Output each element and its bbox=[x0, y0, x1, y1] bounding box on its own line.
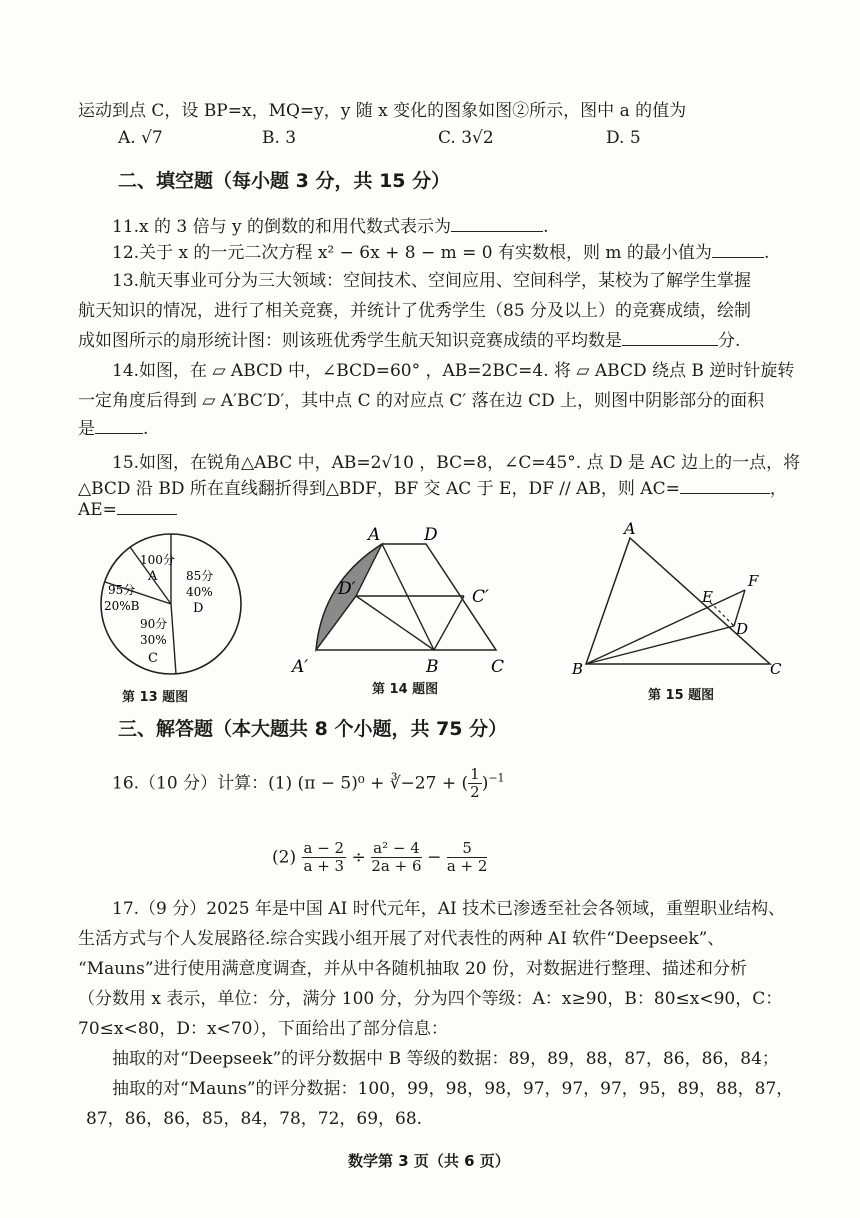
q10-option-c: C. 3√2 bbox=[438, 128, 494, 148]
label-a: A bbox=[624, 519, 636, 538]
segment-b-d bbox=[586, 626, 734, 664]
q13-line3: 成如图所示的扇形统计图：则该班优秀学生航天知识竞赛成绩的平均数是 分. bbox=[78, 331, 741, 351]
q10-option-a: A. √7 bbox=[118, 128, 163, 148]
segment-b-a bbox=[382, 544, 434, 650]
pie-b-score: 95分 bbox=[108, 583, 136, 597]
q17-line1: 17.（9 分）2025 年是中国 AI 时代元年，AI 技术已渗透至社会各领域，重塑职业结构、 bbox=[112, 899, 786, 919]
q13-line2: 航天知识的情况，进行了相关竞赛，并统计了优秀学生（85 分及以上）的竞赛成绩，绘制 bbox=[78, 301, 752, 321]
q14-line2: 一定角度后得到 ▱ A′BC′D′，其中点 C 的对应点 C′ 落在边 CD 上，则图中阴影部分的面积 bbox=[78, 391, 765, 411]
segment-b-f bbox=[586, 590, 745, 664]
triangle-abc bbox=[586, 538, 770, 664]
pie-c-score: 90分 bbox=[140, 617, 168, 631]
label-d: D bbox=[424, 525, 438, 545]
label-c: C bbox=[770, 660, 782, 678]
q10-text: 运动到点 C，设 BP=x，MQ=y，y 随 x 变化的图象如图②所示，图中 a 的值为 bbox=[78, 101, 687, 121]
q17-info2: 抽取的对“Mauns”的评分数据：100，99，98，98，97，97，97，95，89，88，87， bbox=[112, 1079, 794, 1099]
q17-line5: 70≤x<80，D：x<70），下面给出了部分信息： bbox=[78, 1019, 448, 1039]
q16-part1: 16.（10 分）计算：(1) (π − 5)⁰ + ∛−27 + ( $\frac{1}{2}$ )$^{-1}$ bbox=[112, 765, 505, 802]
fig15-diagram bbox=[568, 518, 788, 684]
q16-part2: (2) $\frac{a - 2}{a + 3}$ ÷ $\frac{\text{a² − 4}}{2a + 6}$ − $\frac{5}{a + 2}$ bbox=[272, 839, 488, 876]
fig14-caption: 第 14 题图 bbox=[372, 682, 439, 697]
label-a: A bbox=[368, 525, 381, 545]
q17-info1: 抽取的对“Deepseek”的评分数据中 B 等级的数据：89，89，88，87，86，86，84； bbox=[112, 1049, 779, 1069]
pie-d-pct: 40% bbox=[186, 585, 213, 599]
q15-line1: 15.如图，在锐角△ABC 中，AB=2√10 ，BC=8，∠C=45°. 点 D 是 AC 边上的一点，将 bbox=[112, 453, 801, 473]
fig13-caption: 第 13 题图 bbox=[122, 690, 189, 705]
q17-line2: 生活方式与个人发展路径.综合实践小组开展了对代表性的两种 AI 软件“Deepseek”、 bbox=[78, 929, 725, 949]
q17-line4: （分数用 x 表示，单位：分，满分 100 分，分为四个等级：A：x≥90，B：80≤x<90，C： bbox=[78, 989, 783, 1009]
pie-c-letter: C bbox=[148, 651, 158, 666]
pie-divider-c bbox=[171, 604, 176, 674]
label-e: E bbox=[702, 588, 713, 606]
label-dprime: D′ bbox=[338, 579, 356, 599]
q11: 11.x 的 3 倍与 y 的倒数的和用代数式表示为 . bbox=[112, 217, 549, 237]
pie-c-pct: 30% bbox=[140, 633, 167, 647]
label-f: F bbox=[748, 572, 759, 590]
fig13-pie-chart bbox=[88, 524, 258, 684]
q15-line2: △BCD 沿 BD 所在直线翻折得到△BDF，BF 交 AC 于 E，DF // AB，则 AC= ， bbox=[78, 479, 787, 499]
q12: 12.关于 x 的一元二次方程 x² − 6x + 8 − m = 0 有实数根，则 m 的最小值为 . bbox=[112, 243, 770, 263]
section2-title: 二、填空题（每小题 3 分，共 15 分） bbox=[118, 170, 451, 192]
q14-line1: 14.如图，在 ▱ ABCD 中，∠BCD=60° ，AB=2BC=4. 将 ▱ ABCD 绕点 B 逆时针旋转 bbox=[112, 361, 795, 381]
label-c: C bbox=[491, 657, 505, 677]
q17-line3: “Mauns”进行使用满意度调查，并从中各随机抽取 20 份，对数据进行整理、描述和分析 bbox=[78, 959, 747, 979]
pie-a-score: 100分 bbox=[140, 553, 175, 567]
segment-b-dprime bbox=[356, 596, 434, 650]
label-b: B bbox=[572, 660, 584, 678]
label-cprime: C′ bbox=[472, 587, 489, 607]
pie-d-score: 85分 bbox=[186, 569, 214, 583]
pie-d-letter: D bbox=[193, 601, 204, 616]
segment-b-cprime bbox=[434, 596, 464, 650]
q10-option-b: B. 3 bbox=[262, 128, 297, 148]
label-b: B bbox=[426, 657, 439, 677]
label-aprime: A′ bbox=[292, 657, 309, 677]
q13-line1: 13.航天事业可分为三大领域：空间技术、空间应用、空间科学，某校为了解学生掌握 bbox=[112, 271, 752, 291]
label-d: D bbox=[736, 620, 749, 638]
q17-info3: 87，86，86，85，84，78，72，69，68. bbox=[86, 1109, 423, 1129]
pie-b-label: 20%B bbox=[104, 599, 140, 613]
q15-line3: AE= bbox=[78, 500, 177, 520]
fig15-caption: 第 15 题图 bbox=[648, 688, 715, 703]
fig14-diagram bbox=[286, 522, 526, 682]
section3-title: 三、解答题（本大题共 8 个小题，共 75 分） bbox=[118, 718, 508, 740]
page-footer: 数学第 3 页（共 6 页） bbox=[348, 1152, 510, 1170]
q10-option-d: D. 5 bbox=[606, 128, 641, 148]
q14-line3: 是 . bbox=[78, 419, 149, 439]
pie-a-letter: A bbox=[148, 569, 158, 584]
